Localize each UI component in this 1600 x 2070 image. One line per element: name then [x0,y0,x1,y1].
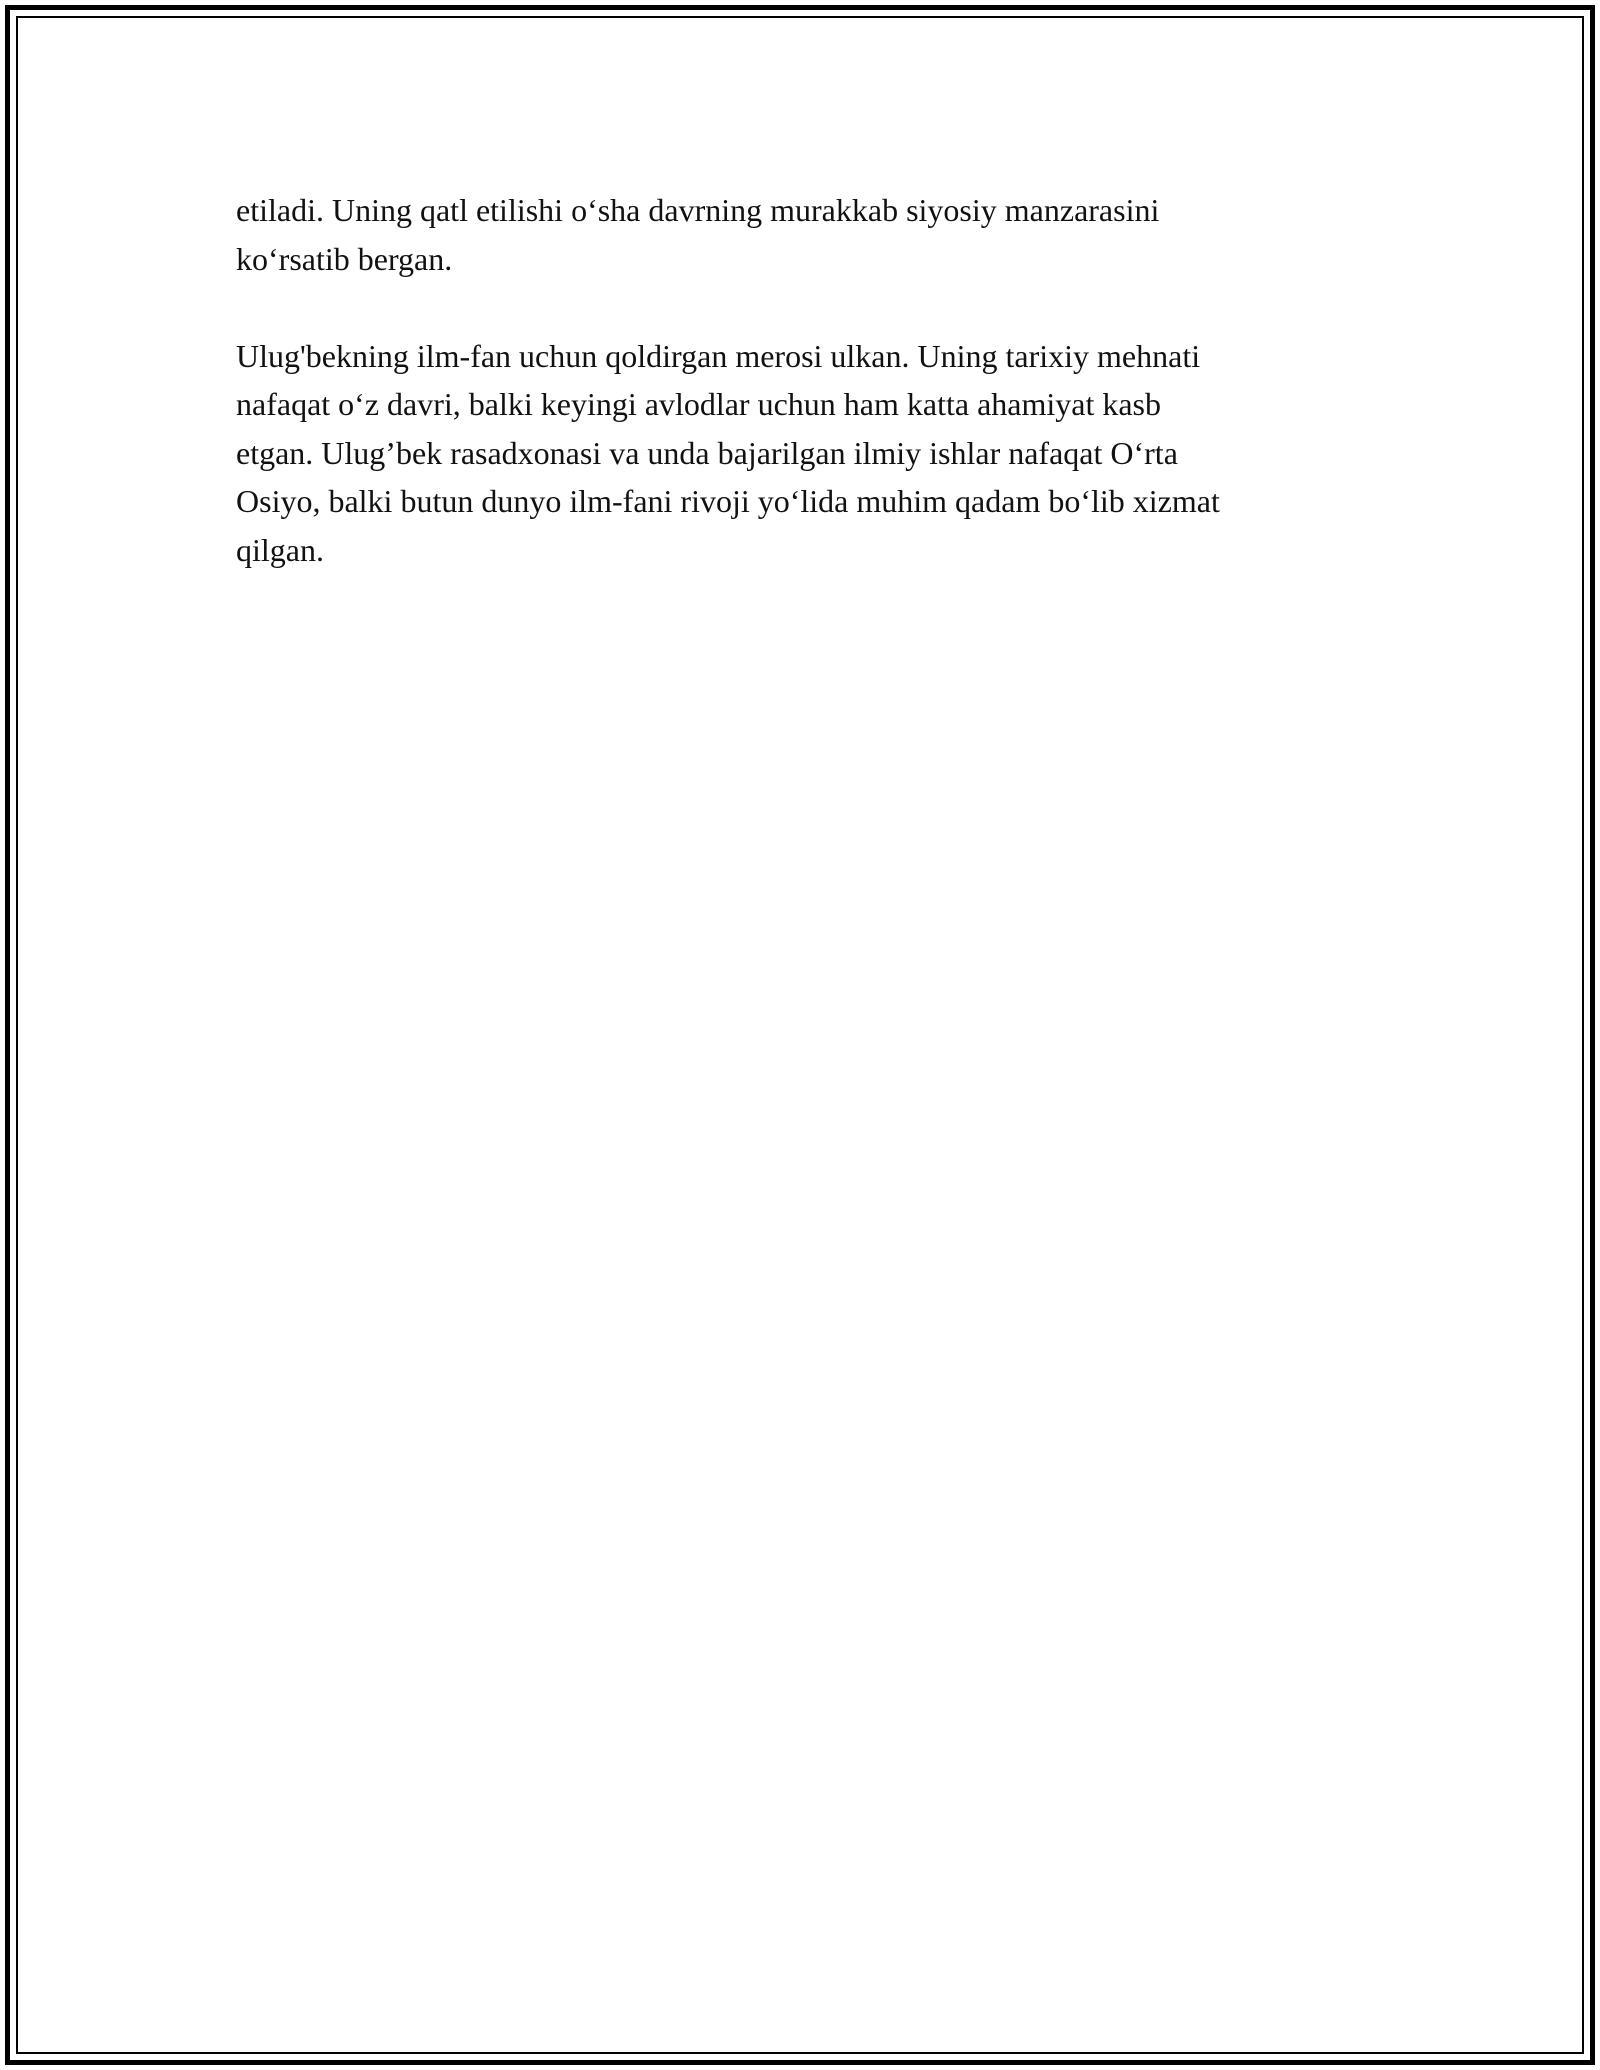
paragraph-legacy: Ulug'bekning ilm-fan uchun qoldirgan merosi ulkan. Uning tarixiy mehnati nafaqat o‘z davri, balki keyingi avlodlar uchun ham katta ahamiyat kasb etgan. Ulug’bek rasadxonasi va unda bajarilgan ilmiy ishlar nafaqat O‘rta Osiyo, balki butun dunyo ilm-fani rivoji yo‘lida muhim qadam bo‘lib xizmat qilgan. [236,337,1220,568]
document-body [236,186,1386,574]
paragraph-execution: etiladi. Uning qatl etilishi o‘sha davrning murakkab siyosiy manzarasini ko‘rsatib bergan. [236,192,1160,277]
